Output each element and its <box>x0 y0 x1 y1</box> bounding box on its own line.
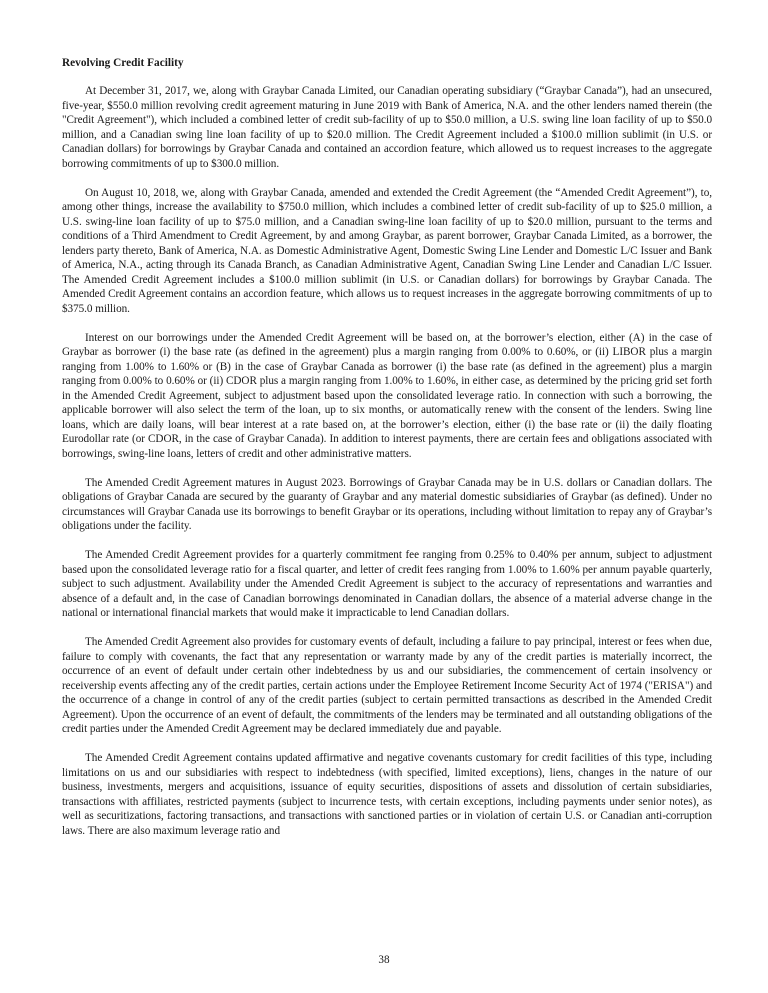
paragraph-maturity: The Amended Credit Agreement matures in August 2023. Borrowings of Graybar Canada may be in U.S. dollars or Canadian dollars. The obligations of Graybar Canada are secured by the guaranty of Graybar and any material domestic subsidiaries of Graybar (as defined). Under no circumstances will Graybar Canada use its borrowings to benefit Graybar or its operations, including without limitation to repay any of Graybar’s obligations under the facility. <box>62 476 712 532</box>
paragraph-credit-agreement-2017: At December 31, 2017, we, along with Graybar Canada Limited, our Canadian operating subsidiary (“Graybar Canada”), had an unsecured, five-year, $550.0 million revolving credit agreement maturing in June 2019 with Bank of America, N.A. and the other lenders named therein (the "Credit Agreement"), which included a combined letter of credit sub-facility of up to $50.0 million, a U.S. swing line loan facility of up to $50.0 million, and a Canadian swing line loan facility of up to $20.0 million. The Credit Agreement included a $100.0 million sublimit (in U.S. or Canadian dollars) for borrowings by Graybar Canada and contained an accordion feature, which allowed us to request increases to the aggregate borrowing commitments of up to $300.0 million. <box>62 85 712 170</box>
paragraph-covenants: The Amended Credit Agreement contains updated affirmative and negative covenants customary for credit facilities of this type, including limitations on us and our subsidiaries with respect to indebtedness (with specified, limited exceptions), liens, changes in the nature of our business, investments, mergers and acquisitions, issuance of equity securities, dispositions of assets and dissolution of certain subsidiaries, transactions with affiliates, restricted payments (subject to incurrence tests, with certain exceptions, including payments under senior notes), as well as securitizations, factoring transactions, and transactions with sanctioned parties or in violation of certain U.S. or Canadian anti-corruption laws. There are also maximum leverage ratio and <box>62 752 712 837</box>
paragraph-events-of-default: The Amended Credit Agreement also provides for customary events of default, including a failure to pay principal, interest or fees when due, failure to comply with covenants, the fact that any representation or warranty made by any of the credit parties is materially incorrect, the occurrence of an event of default under certain other indebtedness by us and our subsidiaries, the commencement of certain insolvency or receivership events affecting any of the credit parties, certain actions under the Employee Retirement Income Security Act of 1974 ("ERISA") and the occurrence of a change in control of any of the credit parties (subject to certain permitted transactions as described in the Amended Credit Agreement). Upon the occurrence of an event of default, the commitments of the lenders may be terminated and all outstanding obligations of the credit parties under the Amended Credit Agreement may be declared immediately due and payable. <box>62 636 712 735</box>
document-page <box>62 55 712 853</box>
paragraph-amended-credit-agreement: On August 10, 2018, we, along with Graybar Canada, amended and extended the Credit Agreement (the “Amended Credit Agreement”), to, among other things, increase the availability to $750.0 million, which includes a combined letter of credit sub-facility of up to $25.0 million, a U.S. swing-line loan facility of up to $75.0 million, and a Canadian swing-line loan facility of up to $20.0 million, pursuant to the terms and conditions of a Third Amendment to Credit Agreement, by and among Graybar, as parent borrower, Graybar Canada Limited, as a borrower, the lenders party thereto, Bank of America, N.A. as Domestic Administrative Agent, Domestic Swing Line Lender and Domestic L/C Issuer and Bank of America, N.A., acting through its Canada Branch, as Canadian Administrative Agent, Canadian Swing Line Lender and Canadian L/C Issuer. The Amended Credit Agreement includes a $100.0 million sublimit (in U.S. or Canadian dollars) for borrowings by Graybar Canada. The Amended Credit Agreement contains an accordion feature, which allows us to request increases in the aggregate borrowing commitments of up to $375.0 million. <box>62 186 712 315</box>
page-number: 38 <box>378 954 390 966</box>
section-heading: Revolving Credit Facility <box>62 57 184 69</box>
paragraph-commitment-fee: The Amended Credit Agreement provides for a quarterly commitment fee ranging from 0.25% to 0.40% per annum, subject to adjustment based upon the consolidated leverage ratio for a fiscal quarter, and letter of credit fees ranging from 1.00% to 1.60% per annum payable quarterly, subject to such adjustment. Availability under the Amended Credit Agreement is subject to the accuracy of representations and warranties and absence of a default and, in the case of Canadian borrowings denominated in Canadian dollars, the absence of a material adverse change in the national or international financial markets that would make it impracticable to lend Canadian dollars. <box>62 549 712 619</box>
paragraph-interest-borrowings: Interest on our borrowings under the Amended Credit Agreement will be based on, at the borrower’s election, either (A) in the case of Graybar as borrower (i) the base rate (as defined in the agreement) plus a margin ranging from 0.00% to 0.60%, or (ii) LIBOR plus a margin ranging from 1.00% to 1.60% or (B) in the case of Graybar Canada as borrower (i) the base rate (as defined in the agreement) plus a margin ranging from 0.00% to 0.60% or (ii) CDOR plus a margin ranging from 1.00% to 1.60%, in either case, as determined by the pricing grid set forth in the Amended Credit Agreement, subject to adjustment based upon the consolidated leverage ratio. In connection with such a borrowing, the applicable borrower will also select the term of the loan, up to six months, or automatically renew with the consent of the lenders. Swing line loans, which are daily loans, will bear interest at a rate based on, at the borrower’s election, either (i) the base rate or (ii) the daily floating Eurodollar rate (or CDOR, in the case of Graybar Canada). In addition to interest payments, there are certain fees and obligations associated with borrowings, swing-line loans, letters of credit and other administrative matters. <box>62 331 712 460</box>
